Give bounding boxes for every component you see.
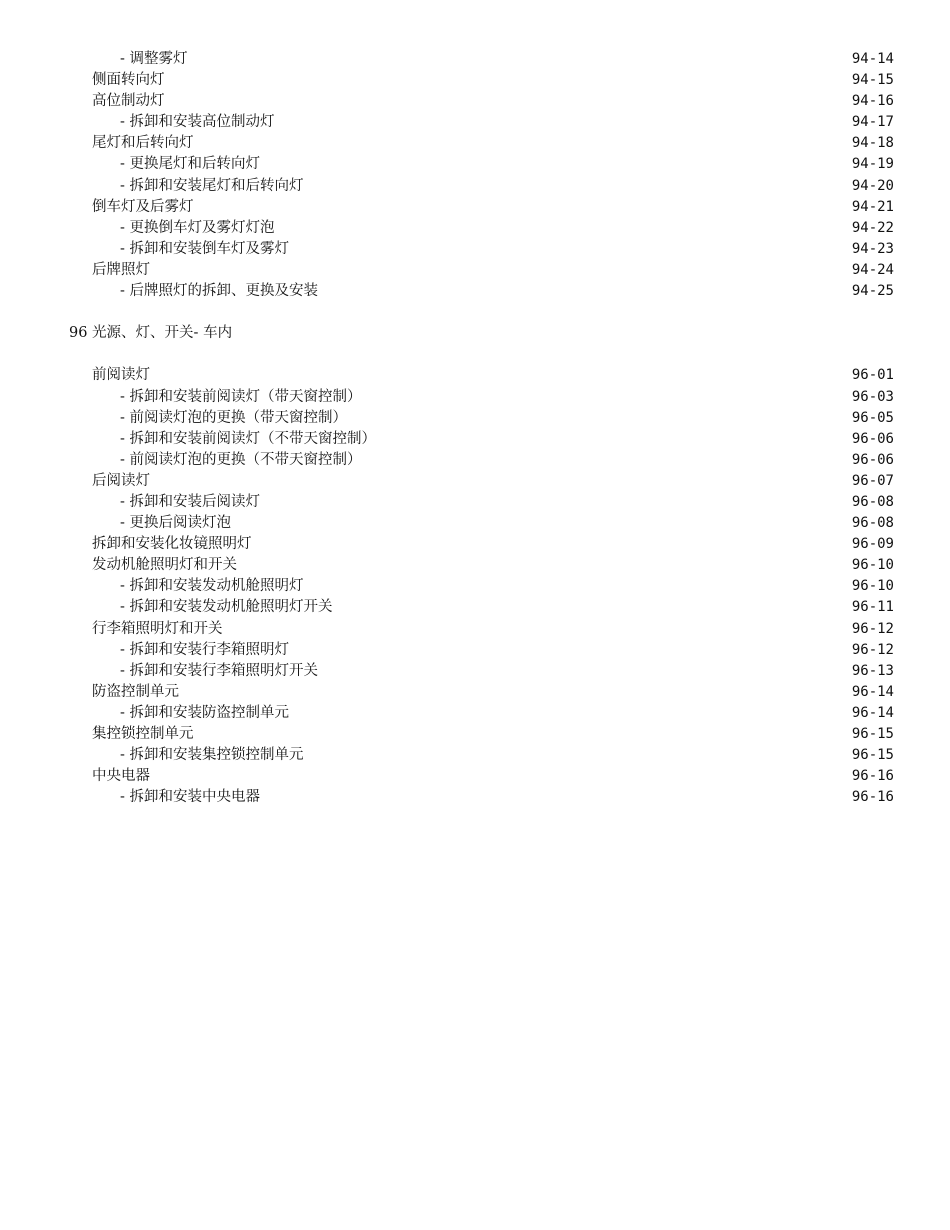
toc-page-number: 94-22	[851, 219, 894, 236]
toc-entry-label: 后阅读灯	[92, 472, 150, 489]
toc-page-number: 94-18	[851, 135, 894, 152]
toc-page-number: 94-17	[851, 114, 894, 131]
toc-page-number: 96-06	[851, 430, 894, 447]
toc-subentry[interactable]	[0, 49, 950, 70]
toc-entry[interactable]	[0, 260, 950, 281]
toc-subentry[interactable]	[0, 576, 950, 597]
toc-entry-label: - 拆卸和安装中央电器	[120, 789, 261, 806]
toc-entry-label: 后牌照灯	[92, 261, 150, 278]
toc-entry-label: 尾灯和后转向灯	[92, 135, 194, 152]
toc-page-number: 96-15	[851, 726, 894, 742]
toc-entry-label: 前阅读灯	[92, 367, 150, 384]
toc-page-number: 96-14	[851, 704, 894, 721]
toc-group-96	[0, 365, 950, 808]
toc-entry[interactable]	[0, 365, 950, 386]
toc-page-number: 94-24	[851, 261, 894, 278]
toc-subentry[interactable]	[0, 661, 950, 682]
toc-entry[interactable]	[0, 91, 950, 112]
toc-entry-label: - 更换后阅读灯泡	[120, 515, 232, 532]
toc-entry-label: - 拆卸和安装倒车灯及雾灯	[120, 240, 290, 257]
toc-page-number: 94-16	[851, 93, 894, 110]
toc-entry-label: - 后牌照灯的拆卸、更换及安装	[120, 283, 319, 300]
toc-entry-label: - 调整雾灯	[120, 51, 188, 67]
toc-entry-label: - 拆卸和安装行李箱照明灯	[120, 641, 290, 658]
toc-entry-label: - 拆卸和安装发动机舱照明灯	[120, 578, 304, 595]
toc-entry-label: 发动机舱照明灯和开关	[92, 557, 237, 574]
toc-entry[interactable]	[0, 766, 950, 787]
toc-entry-label: 防盗控制单元	[92, 683, 179, 700]
toc-entry[interactable]	[0, 133, 950, 154]
toc-page-number: 96-12	[851, 641, 894, 658]
toc-page-number: 94-23	[851, 240, 894, 257]
toc-page-number: 96-05	[851, 409, 894, 426]
toc-subentry[interactable]	[0, 408, 950, 429]
toc-page-number: 96-12	[851, 620, 894, 637]
section-title: 96 光源、灯、开关- 车内	[69, 325, 233, 342]
toc-subentry[interactable]	[0, 429, 950, 450]
toc-page-number: 94-19	[851, 156, 894, 173]
toc-subentry[interactable]	[0, 703, 950, 724]
toc-page-number: 96-10	[851, 557, 894, 574]
toc-subentry[interactable]	[0, 745, 950, 766]
toc-page-number: 94-15	[851, 72, 894, 89]
toc-entry[interactable]	[0, 197, 950, 218]
toc-page-number: 96-03	[851, 388, 894, 405]
toc-entry[interactable]	[0, 724, 950, 745]
toc-subentry[interactable]	[0, 513, 950, 534]
toc-entry-label: - 前阅读灯泡的更换（不带天窗控制）	[120, 451, 362, 468]
toc-page-number: 96-16	[851, 789, 894, 806]
toc-entry-label: - 拆卸和安装集控锁控制单元	[120, 747, 304, 764]
spacer	[0, 344, 950, 365]
toc-subentry[interactable]	[0, 239, 950, 260]
toc-page-number: 96-15	[851, 747, 894, 764]
toc-entry[interactable]	[0, 619, 950, 640]
toc-page-number: 96-08	[851, 493, 894, 510]
toc-entry-label: 中央电器	[92, 768, 150, 785]
toc-entry-label: - 前阅读灯泡的更换（带天窗控制）	[120, 409, 348, 426]
toc-entry[interactable]	[0, 534, 950, 555]
toc-entry-label: 行李箱照明灯和开关	[92, 620, 223, 637]
toc-subentry[interactable]	[0, 492, 950, 513]
toc-subentry[interactable]	[0, 387, 950, 408]
toc-page-number: 96-14	[851, 683, 894, 700]
toc-page-number: 94-14	[851, 51, 894, 67]
toc-entry-label: 拆卸和安装化妆镜照明灯	[92, 536, 252, 553]
toc-subentry[interactable]	[0, 640, 950, 661]
spacer	[0, 302, 950, 323]
toc-entry-label: - 更换尾灯和后转向灯	[120, 156, 261, 173]
toc-page-number: 94-25	[851, 283, 894, 300]
toc-page-number: 96-07	[851, 472, 894, 489]
toc-page-number: 96-08	[851, 515, 894, 532]
toc-entry-label: - 拆卸和安装发动机舱照明灯开关	[120, 599, 333, 616]
toc-entry[interactable]	[0, 555, 950, 576]
toc-entry[interactable]	[0, 682, 950, 703]
toc-page-number: 96-10	[851, 578, 894, 595]
toc-entry-label: - 更换倒车灯及雾灯灯泡	[120, 219, 275, 236]
toc-entry[interactable]	[0, 471, 950, 492]
toc-subentry[interactable]	[0, 112, 950, 133]
toc-entry-label: - 拆卸和安装高位制动灯	[120, 114, 275, 131]
toc-page-number: 96-01	[851, 367, 894, 384]
toc-subentry[interactable]	[0, 281, 950, 302]
toc-entry-label: - 拆卸和安装前阅读灯（带天窗控制）	[120, 388, 362, 405]
toc-entry-label: - 拆卸和安装前阅读灯（不带天窗控制）	[120, 430, 377, 447]
toc-page-number: 94-21	[851, 198, 894, 215]
toc-subentry[interactable]	[0, 218, 950, 239]
toc-subentry[interactable]	[0, 176, 950, 197]
toc-page-number: 94-20	[851, 177, 894, 194]
section-heading-96	[0, 323, 950, 344]
toc-entry-label: - 拆卸和安装后阅读灯	[120, 493, 261, 510]
toc-entry[interactable]	[0, 70, 950, 91]
toc-group-94	[0, 49, 950, 302]
toc-page-number: 96-11	[851, 599, 894, 616]
toc-page-number: 96-09	[851, 536, 894, 553]
toc-entry-label: 高位制动灯	[92, 93, 165, 110]
toc-page-number: 96-16	[851, 768, 894, 785]
toc-entry-label: - 拆卸和安装防盗控制单元	[120, 704, 290, 721]
toc-page-number: 96-13	[851, 662, 894, 679]
toc-subentry[interactable]	[0, 597, 950, 618]
table-of-contents	[0, 49, 950, 808]
toc-entry-label: - 拆卸和安装尾灯和后转向灯	[120, 177, 304, 194]
toc-entry-label: 倒车灯及后雾灯	[92, 198, 194, 215]
toc-entry-label: 集控锁控制单元	[92, 726, 194, 742]
toc-entry-label: - 拆卸和安装行李箱照明灯开关	[120, 662, 319, 679]
toc-subentry[interactable]	[0, 450, 950, 471]
toc-entry-label: 侧面转向灯	[92, 72, 165, 89]
toc-subentry[interactable]	[0, 787, 950, 808]
toc-subentry[interactable]	[0, 154, 950, 175]
toc-page-number: 96-06	[851, 451, 894, 468]
